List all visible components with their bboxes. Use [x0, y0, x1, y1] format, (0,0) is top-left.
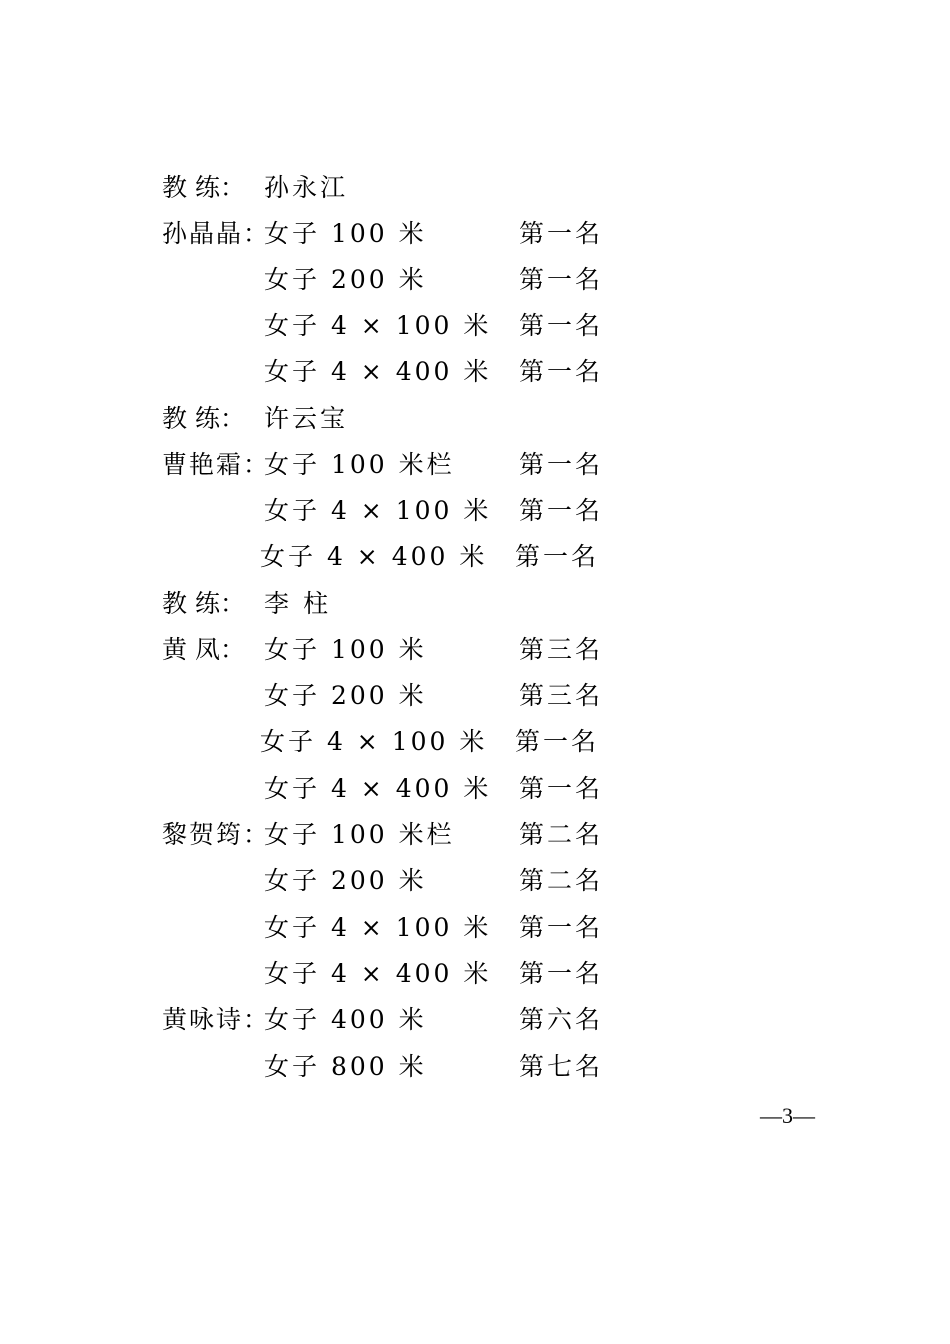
event-name: 女子 800 米: [264, 1052, 427, 1081]
result-row: [0, 257, 950, 303]
coach-row: [0, 396, 950, 442]
rank-text: 第一名: [515, 542, 600, 571]
page-number: —3—: [760, 1103, 815, 1128]
coach-row: [0, 581, 950, 627]
event-name: 女子 4 × 100 米: [264, 913, 492, 942]
athlete-name: 曹艳霜：: [162, 450, 271, 479]
coach-row: [0, 165, 950, 211]
rank-text: 第二名: [519, 866, 604, 895]
rank-text: 第三名: [519, 681, 604, 710]
athlete-name: 黄咏诗：: [162, 1005, 271, 1034]
coach-label: 教 练：: [162, 404, 245, 433]
event-name: 女子 4 × 400 米: [260, 542, 488, 571]
event-name: 女子 100 米栏: [264, 820, 455, 849]
athlete-name: 黄 凤：: [162, 635, 245, 664]
event-name: 女子 200 米: [264, 866, 427, 895]
coach-name: 孙永江: [264, 173, 349, 202]
rank-text: 第七名: [519, 1052, 604, 1081]
event-name: 女子 4 × 100 米: [264, 311, 492, 340]
coach-label: 教 练：: [162, 173, 245, 202]
event-name: 女子 200 米: [264, 265, 427, 294]
rank-text: 第一名: [519, 311, 604, 340]
rank-text: 第一名: [519, 913, 604, 942]
rank-text: 第一名: [519, 774, 604, 803]
event-name: 女子 4 × 100 米: [264, 496, 492, 525]
result-row: [0, 719, 950, 765]
rank-text: 第一名: [519, 496, 604, 525]
athlete-row: [0, 211, 950, 257]
rank-text: 第一名: [519, 219, 604, 248]
rank-text: 第一名: [519, 959, 604, 988]
athlete-row: [0, 442, 950, 488]
coach-label: 教 练：: [162, 589, 245, 618]
event-name: 女子 200 米: [264, 681, 427, 710]
result-row: [0, 303, 950, 349]
event-name: 女子 100 米栏: [264, 450, 455, 479]
result-row: [0, 673, 950, 719]
event-name: 女子 100 米: [264, 635, 427, 664]
event-name: 女子 4 × 100 米: [260, 727, 488, 756]
event-name: 女子 4 × 400 米: [264, 959, 492, 988]
coach-name: 李 柱: [264, 589, 331, 618]
result-row: [0, 766, 950, 812]
rank-text: 第三名: [519, 635, 604, 664]
event-name: 女子 100 米: [264, 219, 427, 248]
rank-text: 第二名: [519, 820, 604, 849]
athlete-row: [0, 997, 950, 1043]
athlete-row: [0, 812, 950, 858]
result-row: [0, 951, 950, 997]
rank-text: 第一名: [515, 727, 600, 756]
result-row: [0, 534, 950, 580]
result-row: [0, 858, 950, 904]
athlete-name: 黎贺筠：: [162, 820, 271, 849]
rank-text: 第一名: [519, 450, 604, 479]
rank-text: 第六名: [519, 1005, 604, 1034]
coach-name: 许云宝: [264, 404, 349, 433]
event-name: 女子 4 × 400 米: [264, 774, 492, 803]
rank-text: 第一名: [519, 265, 604, 294]
event-name: 女子 400 米: [264, 1005, 427, 1034]
result-row: [0, 905, 950, 951]
rank-text: 第一名: [519, 357, 604, 386]
athlete-name: 孙晶晶：: [162, 219, 271, 248]
result-row: [0, 488, 950, 534]
result-row: [0, 349, 950, 395]
event-name: 女子 4 × 400 米: [264, 357, 492, 386]
result-row: [0, 1044, 950, 1090]
athlete-row: [0, 627, 950, 673]
